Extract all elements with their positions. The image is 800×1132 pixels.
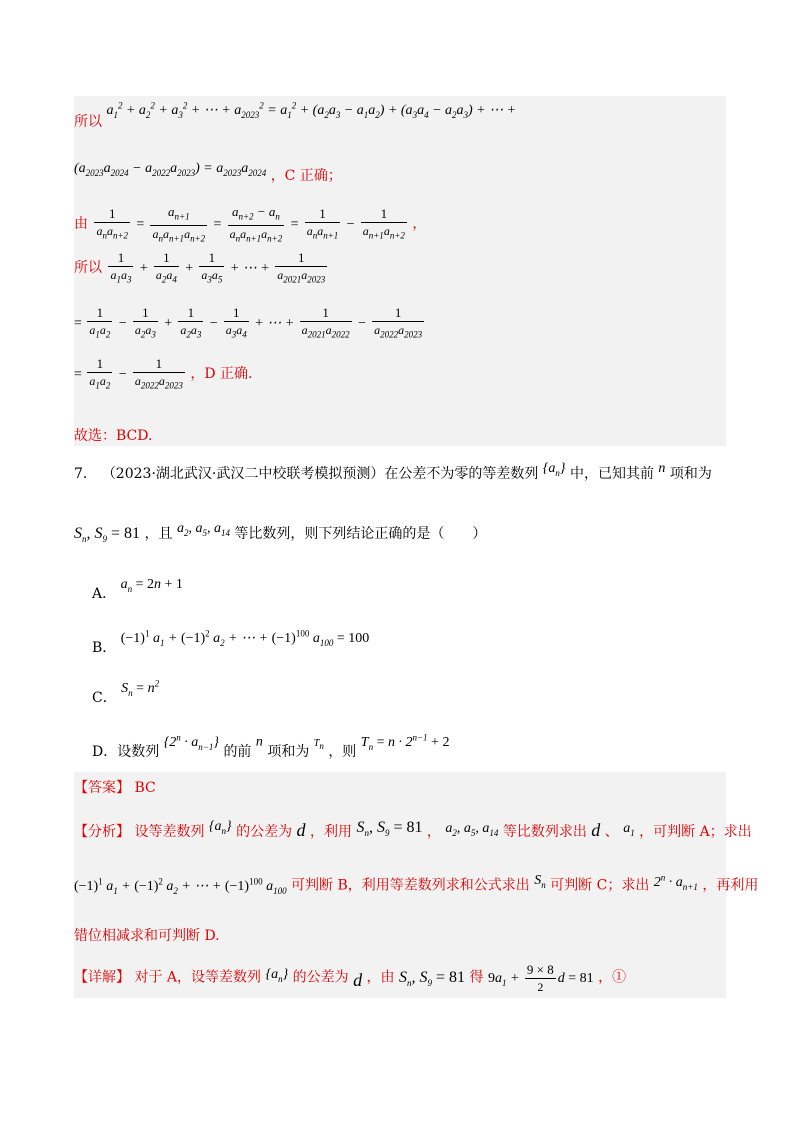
option-b-label: B． bbox=[92, 639, 117, 656]
formula-2n-an1: $2^n \cdot a_{n+1}$ bbox=[653, 872, 698, 892]
line-d-correct bbox=[74, 356, 252, 393]
formula-option-b-lhs: $(-1)^1$ $a_1 + (-1)^2$ $a_2$ + ⋯ + $(-1)^{100}$ $a_{100}$ bbox=[74, 876, 287, 896]
analysis-text: 的公差为 bbox=[236, 824, 293, 840]
formula-sum-squares: $a_1^2 + a_2^2 + a_3^2$ + ⋯ + $a_{2023}^2 = a_1^2 + (a_2a_3 - a_1a_2) + (a_3a_4 - a_2a_3)$ + ⋯ + bbox=[106, 100, 517, 120]
detail-text: 得 bbox=[469, 969, 484, 986]
option-a-label: A． bbox=[92, 586, 117, 602]
analysis-text: ， bbox=[426, 824, 441, 840]
formula-d: d bbox=[353, 969, 363, 990]
question-text: 等比数列，则下列结论正确的是（ ） bbox=[234, 526, 487, 542]
question-text-mid: 中，已知其前 bbox=[569, 466, 654, 482]
text-c-correct: ，C 正确； bbox=[270, 168, 342, 184]
formula-option-a: $a_n = 2n + 1$ bbox=[120, 577, 183, 594]
option-a bbox=[92, 576, 183, 602]
formula-9a1: $9a_1$ + $\frac{9 \times 8}{2}$ d = 81 bbox=[487, 962, 594, 994]
question-7-line-1 bbox=[74, 461, 712, 485]
text-you: 由 bbox=[74, 216, 88, 233]
option-d-text: ，则 bbox=[328, 743, 357, 760]
option-d bbox=[92, 732, 450, 760]
line-c-correct bbox=[74, 160, 342, 184]
analysis-text: ，再利用 bbox=[702, 877, 759, 894]
analysis-text: ，可判断 A；求出 bbox=[639, 824, 752, 840]
formula-sn: $S_n$ bbox=[534, 872, 546, 890]
formula-sn-s9: $S_n$, $S_9 = 81$ bbox=[399, 968, 466, 988]
line-choice bbox=[74, 428, 152, 445]
analysis-text: 可判断 C；求出 bbox=[550, 877, 650, 894]
analysis-text: 错位相减求和可判断 D. bbox=[74, 928, 220, 944]
text-comma: ， bbox=[412, 216, 427, 233]
formula-tn: $T_n$ bbox=[313, 737, 324, 751]
question-source: （2023·湖北武汉·武汉二中校联考模拟预测）在公差不为零的等差数列 bbox=[101, 466, 539, 482]
analysis-text: 可判断 B，利用等差数列求和公式求出 bbox=[291, 877, 530, 894]
text-choice: 故选：BCD. bbox=[74, 428, 153, 444]
question-text: ，且 bbox=[144, 526, 173, 542]
formula-seq-an: $\{a_n\}$ bbox=[265, 966, 289, 984]
analysis-line-2 bbox=[74, 872, 759, 896]
formula-d: d bbox=[591, 820, 601, 840]
option-b bbox=[92, 628, 370, 656]
formula-d: d bbox=[296, 820, 306, 840]
formula-a2-a5-a14: $a_2$, $a_5$, $a_{14}$ bbox=[445, 821, 499, 838]
formula-a2-a5-a14: $a_2$, $a_5$, $a_{14}$ bbox=[176, 521, 230, 538]
formula-n: n bbox=[658, 461, 666, 476]
detail-text: 对于 A，设等差数列 bbox=[134, 969, 262, 986]
analysis-text: 、 bbox=[604, 824, 619, 840]
formula-a1: $a_1$ bbox=[623, 821, 635, 838]
answer-line bbox=[74, 780, 156, 797]
formula-sn-s9: $S_n$, $S_9 = 81$ bbox=[356, 819, 423, 839]
question-number: 7. bbox=[74, 466, 88, 482]
analysis-text: 等比数列求出 bbox=[502, 824, 587, 840]
analysis-tag: 【分析】 bbox=[74, 824, 130, 840]
analysis-text: 设等差数列 bbox=[134, 824, 205, 840]
detail-text: 的公差为 bbox=[292, 969, 349, 986]
formula-telescoping-end: $(a_{2023}a_{2024} - a_{2022}a_{2023}) = a_{2023}a_{2024}$ bbox=[74, 161, 267, 178]
line-sum-squares bbox=[74, 100, 517, 130]
detail-line bbox=[74, 962, 626, 995]
option-d-label: D．设数列 bbox=[92, 743, 160, 760]
answer-tag: 【答案】 bbox=[74, 780, 130, 796]
option-d-text: 的前 bbox=[223, 743, 252, 760]
formula-option-c: $S_n = n^2$ bbox=[121, 678, 160, 698]
formula-expanded-sum: = $\frac{1}{a_1a_2}$ − $\frac{1}{a_2a_3}$ + $\frac{1}{a_2a_3}$ − $\frac{1}{a_3a_4}$ + ⋯ + $\frac{1}{a_{2021}a_{2022}}$ − $\frac{1}{a_{2022}a_{2023}}$ bbox=[74, 305, 423, 340]
analysis-line-1 bbox=[74, 820, 752, 843]
analysis-text: ，利用 bbox=[309, 824, 352, 840]
formula-sum-reciprocal: $\frac{1}{a_1a_3}$ + $\frac{1}{a_2a_4}$ + $\frac{1}{a_3a_5}$ + ⋯ + $\frac{1}{a_{2021}a_{2023}}$ bbox=[110, 250, 326, 285]
detail-text: ，由 bbox=[366, 969, 395, 986]
text-so: 所以 bbox=[74, 259, 102, 276]
text-so: 所以 bbox=[74, 113, 102, 130]
option-c bbox=[92, 678, 160, 706]
answer-value: BC bbox=[134, 780, 156, 796]
question-text-end: 项和为 bbox=[669, 466, 712, 482]
formula-seq-2n-an1: $\{2^n \cdot a_{n-1}\}$ bbox=[163, 732, 219, 752]
formula-tn-value: $T_n = n \cdot 2^{n-1} + 2$ bbox=[360, 732, 450, 752]
line-sum-reciprocal bbox=[74, 250, 329, 287]
formula-reciprocal: $\frac{1}{a_na_{n+2}}$ = $\frac{a_{n+1}}{a_na_{n+1}a_{n+2}}$ = $\frac{a_{n+2} - a_n}{a_na_{n+1}a_{n+2}}$ = $\frac{1}{a_na_{n+1}}$ − $\frac{1}{a_{n+1}a_{n+2}}$ bbox=[96, 204, 405, 243]
formula-seq-an: $\{a_n\}$ bbox=[208, 819, 232, 836]
formula-sn-s9: $S_n$, $S_9 = 81$ bbox=[74, 525, 141, 545]
line-expanded-sum bbox=[74, 305, 426, 342]
formula-n: n bbox=[255, 734, 263, 750]
analysis-line-3 bbox=[74, 928, 220, 945]
detail-text: ，① bbox=[598, 969, 627, 986]
option-d-text: 项和为 bbox=[267, 743, 310, 760]
formula-final-d: = $\frac{1}{a_1a_2}$ − $\frac{1}{a_{2022}a_{2023}}$ bbox=[74, 356, 183, 391]
option-c-label: C． bbox=[92, 689, 117, 706]
formula-seq-an: $\{a_n\}$ bbox=[542, 461, 566, 478]
detail-tag: 【详解】 bbox=[74, 969, 130, 986]
formula-option-b: $(-1)^1$ $a_1 + (-1)^2$ $a_2$ + ⋯ + $(-1)^{100}$ $a_{100} = 100$ bbox=[120, 628, 370, 648]
question-7-line-2 bbox=[74, 521, 487, 545]
text-d-correct: ，D 正确. bbox=[190, 365, 253, 382]
line-reciprocal bbox=[74, 204, 426, 246]
